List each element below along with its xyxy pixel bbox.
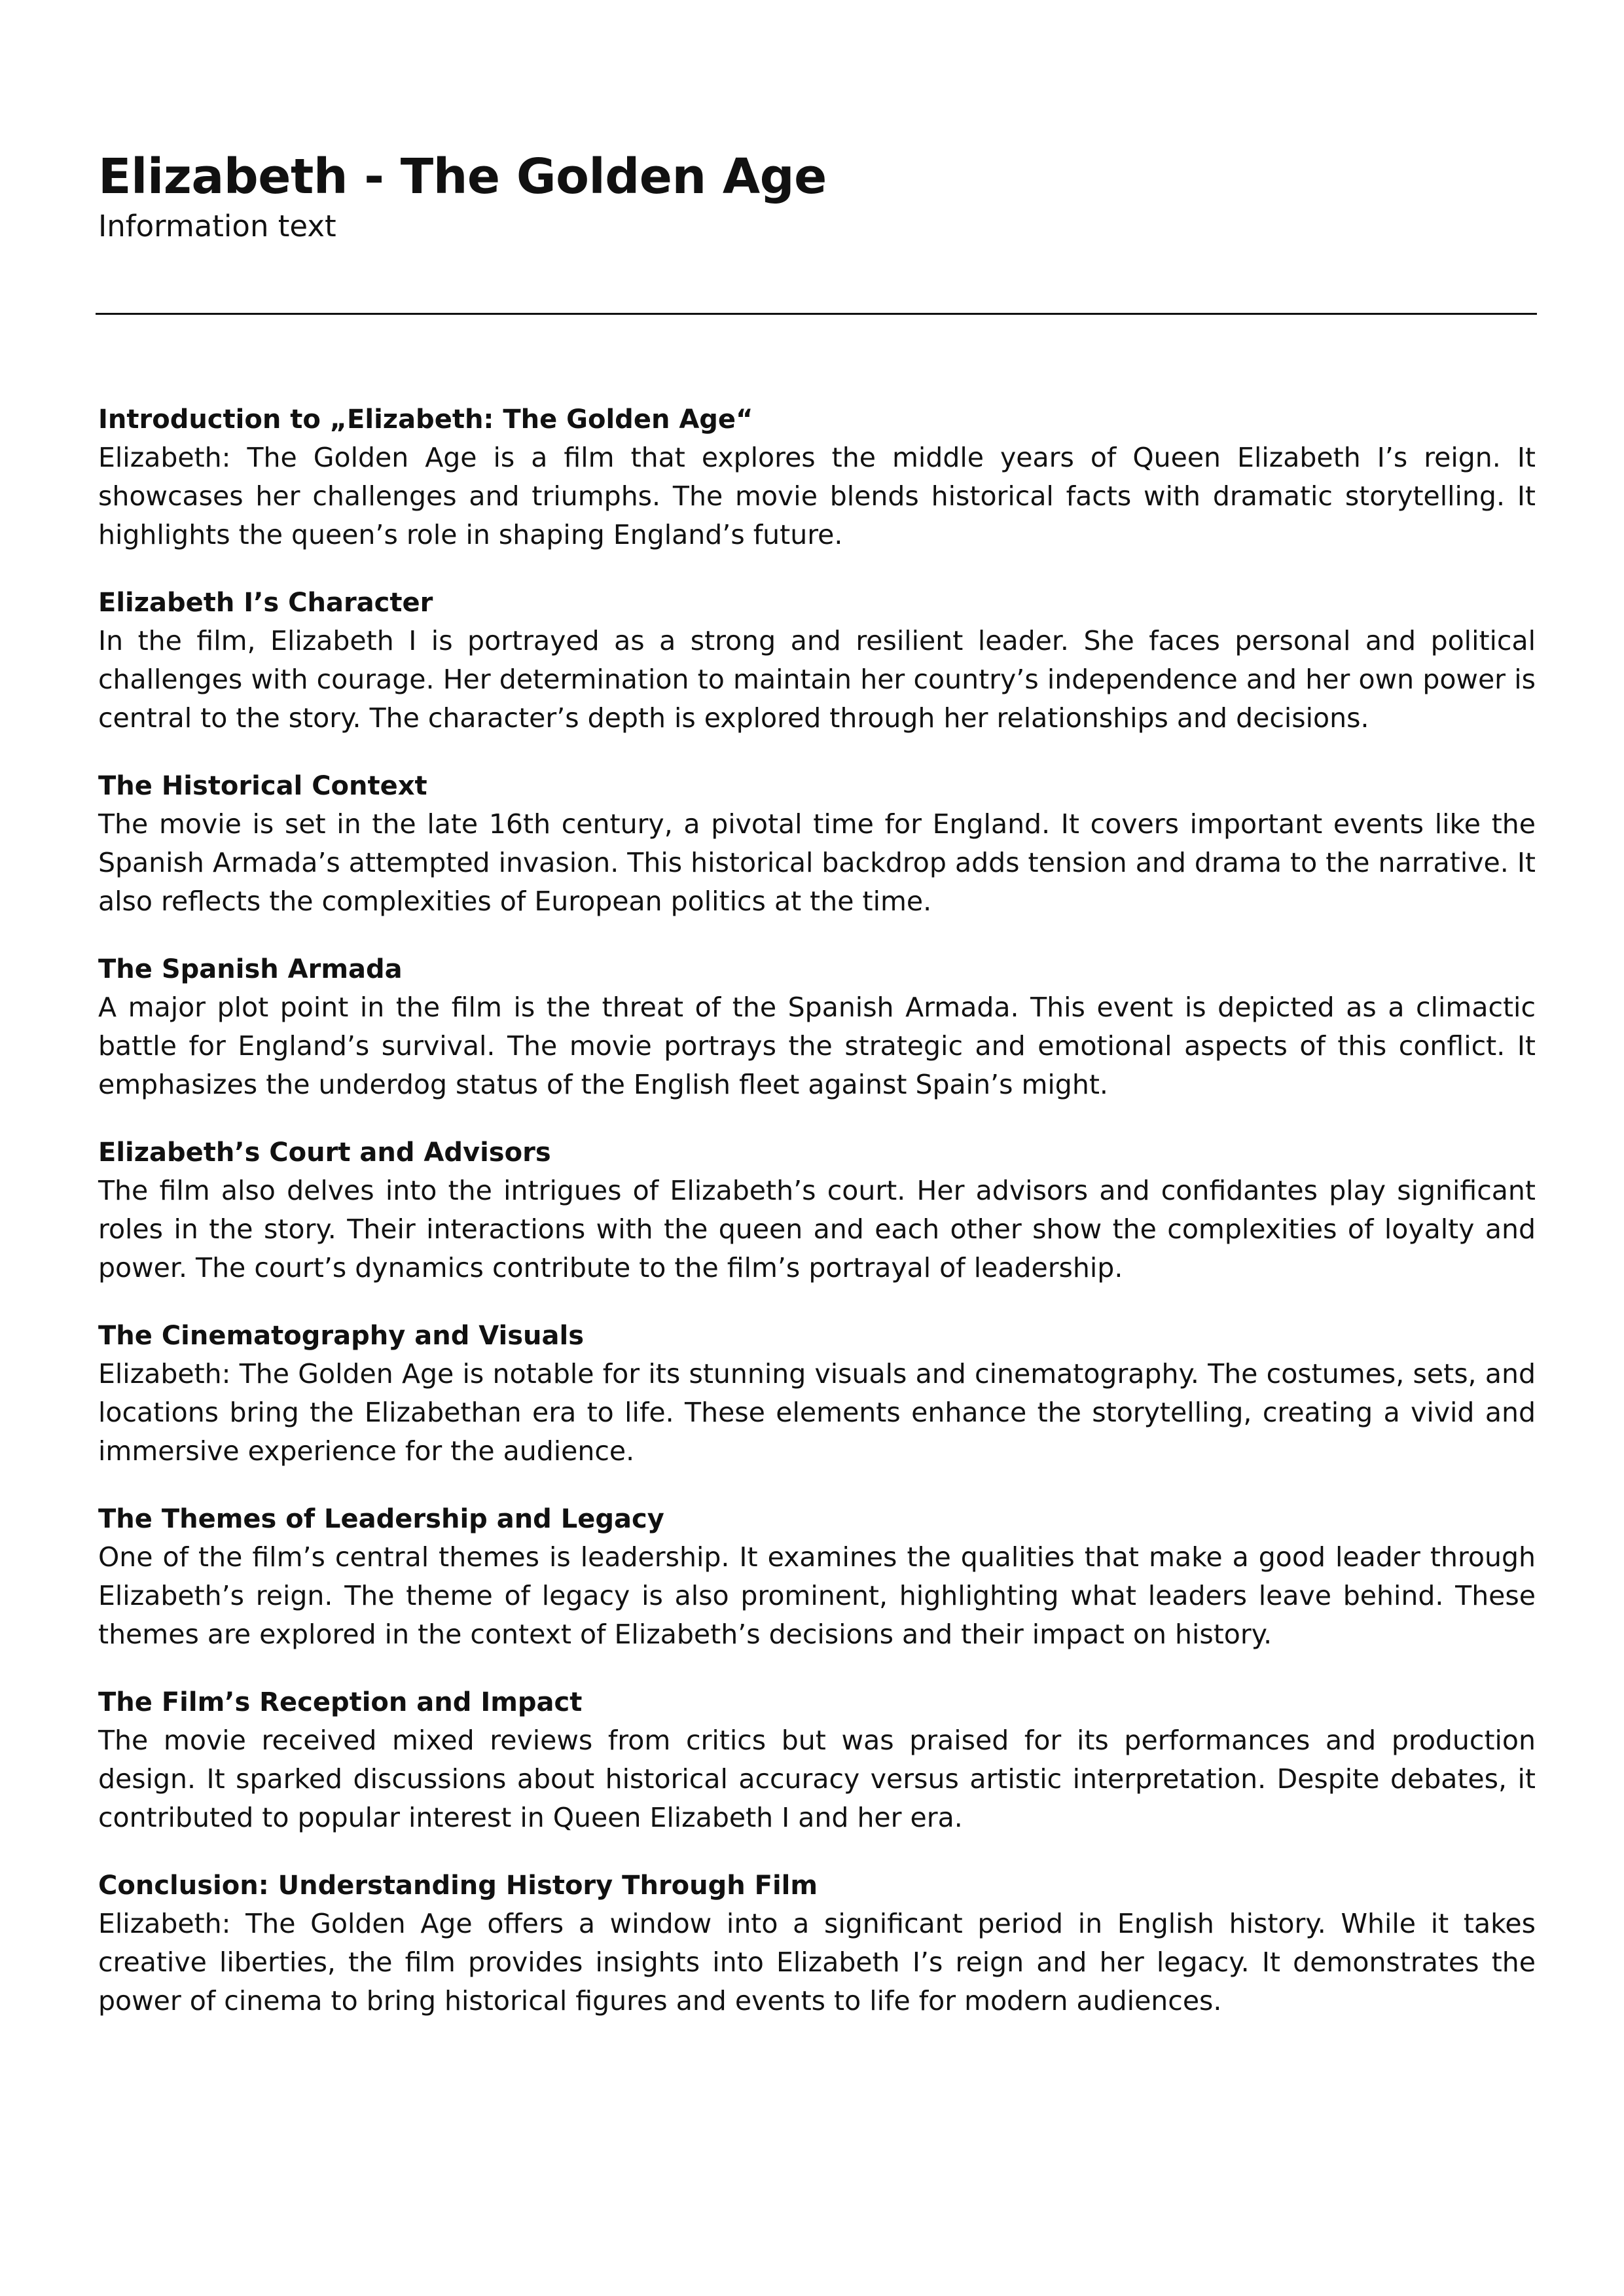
section-character <box>98 584 1536 738</box>
section-reception <box>98 1683 1536 1837</box>
section-historical-context <box>98 767 1536 921</box>
section-introduction <box>98 401 1536 554</box>
section-heading: Conclusion: Understanding History Through Film <box>98 1871 818 1901</box>
section-body: The film also delves into the intrigues of Elizabeth’s court. Her advisors and confidantes play significant roles in the story. Their interactions with the queen and each other show the complexities of loyalty and power. The court’s dynamics contribute to the film’s portrayal of leadership. <box>98 1175 1536 1283</box>
section-body: The movie received mixed reviews from critics but was praised for its performances and production design. It sparked discussions about historical accuracy versus artistic interpretation. Despite debates, it contributed to popular interest in Queen Elizabeth I and her era. <box>98 1725 1536 1833</box>
page-subtitle: Information text <box>98 209 336 244</box>
section-body: Elizabeth: The Golden Age is a film that explores the middle years of Queen Elizabeth I’s reign. It showcases her challenges and triumphs. The movie blends historical facts with dramatic storytelling. It highlights the queen’s role in shaping England’s future. <box>98 442 1536 550</box>
section-heading: The Film’s Reception and Impact <box>98 1687 583 1717</box>
section-heading: The Cinematography and Visuals <box>98 1321 585 1351</box>
section-body: Elizabeth: The Golden Age is notable for its stunning visuals and cinematography. The costumes, sets, and locations bring the Elizabethan era to life. These elements enhance the storytelling, creating a vivid and immersive experience for the audience. <box>98 1358 1536 1467</box>
section-cinematography <box>98 1317 1536 1471</box>
document-body <box>98 401 1536 2050</box>
section-body: Elizabeth: The Golden Age offers a window into a significant period in English history. While it takes creative liberties, the film provides insights into Elizabeth I’s reign and her legacy. It demonstrates the power of cinema to bring historical figures and events to life for modern audiences. <box>98 1908 1536 2017</box>
section-court-advisors <box>98 1134 1536 1287</box>
section-heading: The Spanish Armada <box>98 954 403 984</box>
section-spanish-armada <box>98 950 1536 1104</box>
page-title: Elizabeth - The Golden Age <box>98 149 827 205</box>
section-themes <box>98 1500 1536 1654</box>
document-header <box>98 149 1536 244</box>
section-body: In the film, Elizabeth I is portrayed as a strong and resilient leader. She faces personal and political challenges with courage. Her determination to maintain her country’s independence and her own power is central to the story. The character’s depth is explored through her relationships and decisions. <box>98 625 1536 734</box>
section-heading: The Themes of Leadership and Legacy <box>98 1504 664 1534</box>
section-body: A major plot point in the film is the threat of the Spanish Armada. This event is depicted as a climactic battle for England’s survival. The movie portrays the strategic and emotional aspects of this conflict. It emphasizes the underdog status of the English fleet against Spain’s might. <box>98 992 1536 1100</box>
section-body: One of the film’s central themes is leadership. It examines the qualities that make a good leader through Elizabeth’s reign. The theme of legacy is also prominent, highlighting what leaders leave behind. These themes are explored in the context of Elizabeth’s decisions and their impact on history. <box>98 1541 1536 1650</box>
section-heading: Introduction to „Elizabeth: The Golden Age“ <box>98 404 753 435</box>
section-heading: Elizabeth’s Court and Advisors <box>98 1138 551 1168</box>
section-heading: Elizabeth I’s Character <box>98 588 433 618</box>
section-conclusion <box>98 1867 1536 2020</box>
header-divider <box>96 313 1537 315</box>
section-heading: The Historical Context <box>98 771 427 801</box>
section-body: The movie is set in the late 16th century, a pivotal time for England. It covers important events like the Spanish Armada’s attempted invasion. This historical backdrop adds tension and drama to the narrative. It also reflects the complexities of European politics at the time. <box>98 808 1536 917</box>
